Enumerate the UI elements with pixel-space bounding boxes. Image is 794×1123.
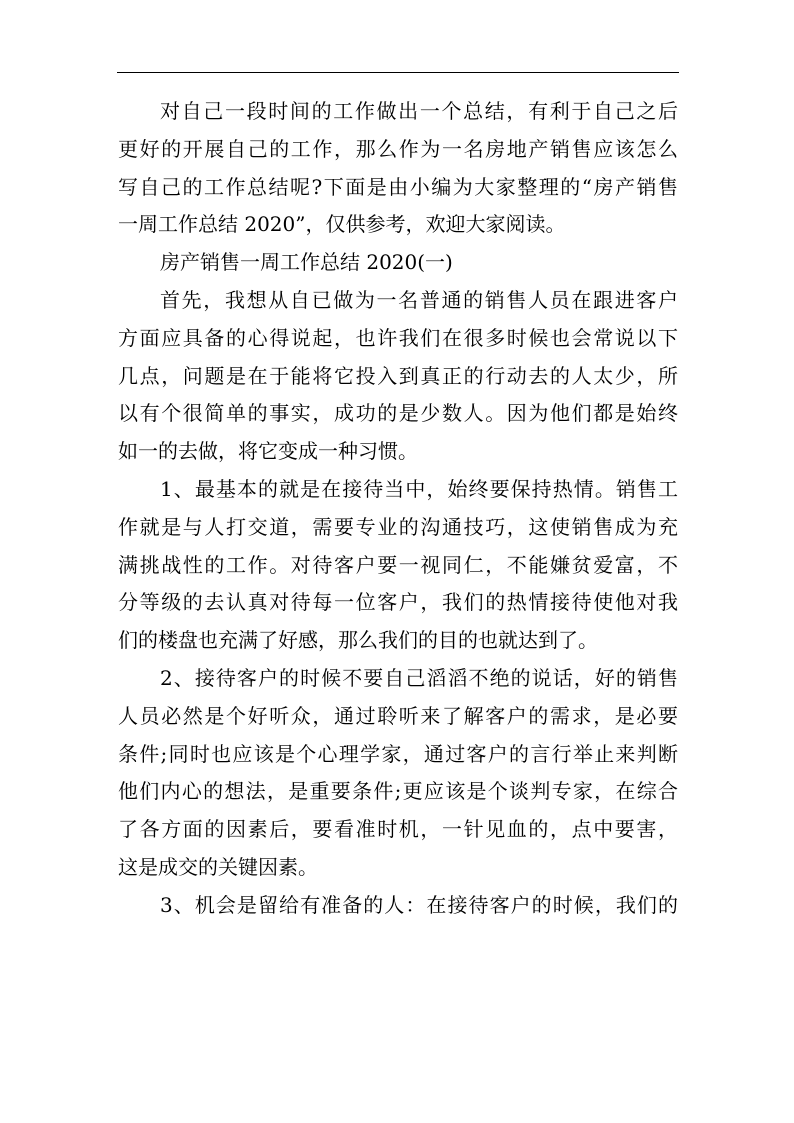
paragraph-item-3 xyxy=(118,887,678,925)
text-line: 分等级的去认真对待每一位客户，我们的热情接待使他对我 xyxy=(118,590,678,615)
text-line: 2、接待客户的时候不要自己滔滔不绝的说话，好的销售 xyxy=(160,665,678,690)
paragraph-first-point xyxy=(118,282,678,471)
paragraph-item-1 xyxy=(118,471,678,660)
document-body xyxy=(118,93,678,925)
text-line: 如一的去做，将它变成一种习惯。 xyxy=(118,439,418,464)
section-title xyxy=(118,244,678,282)
text-line: 对自己一段时间的工作做出一个总结，有利于自己之后 xyxy=(160,99,678,123)
text-line: 人员必然是个好听众，通过聆听来了解客户的需求，是必要 xyxy=(118,703,678,728)
text-line: 更好的开展自己的工作，那么作为一名房地产销售应该怎么 xyxy=(118,136,678,161)
text-line: 了各方面的因素后，要看准时机，一针见血的，点中要害， xyxy=(118,817,678,842)
text-line: 满挑战性的工作。对待客户要一视同仁，不能嫌贫爱富，不 xyxy=(118,552,678,577)
header-rule xyxy=(117,72,679,73)
text-line: 这是成交的关键因素。 xyxy=(118,854,318,879)
section-title-text: 房产销售一周工作总结 2020(一) xyxy=(160,250,453,275)
text-line: 们的楼盘也充满了好感，那么我们的目的也就达到了。 xyxy=(118,628,598,653)
text-line: 条件;同时也应该是个心理学家，通过客户的言行举止来判断 xyxy=(118,741,678,766)
text-line: 1、最基本的就是在接待当中，始终要保持热情。销售工 xyxy=(160,476,678,501)
text-line: 几点，问题是在于能将它投入到真正的行动去的人太少，所 xyxy=(118,363,678,388)
text-line: 3、机会是留给有准备的人：在接待客户的时候，我们的 xyxy=(160,892,678,917)
text-line: 他们内心的想法，是重要条件;更应该是个谈判专家，在综合 xyxy=(118,779,678,804)
paragraph-intro xyxy=(118,93,678,244)
paragraph-item-2 xyxy=(118,660,678,887)
text-line: 以有个很简单的事实，成功的是少数人。因为他们都是始终 xyxy=(118,401,678,426)
text-line: 写自己的工作总结呢?下面是由小编为大家整理的“房产销售 xyxy=(118,174,678,199)
text-line: 一周工作总结 2020”，仅供参考，欢迎大家阅读。 xyxy=(118,212,566,237)
text-line: 作就是与人打交道，需要专业的沟通技巧，这使销售成为充 xyxy=(118,514,678,539)
text-line: 方面应具备的心得说起，也许我们在很多时候也会常说以下 xyxy=(118,325,678,350)
text-line: 首先，我想从自已做为一名普通的销售人员在跟进客户 xyxy=(160,287,678,312)
